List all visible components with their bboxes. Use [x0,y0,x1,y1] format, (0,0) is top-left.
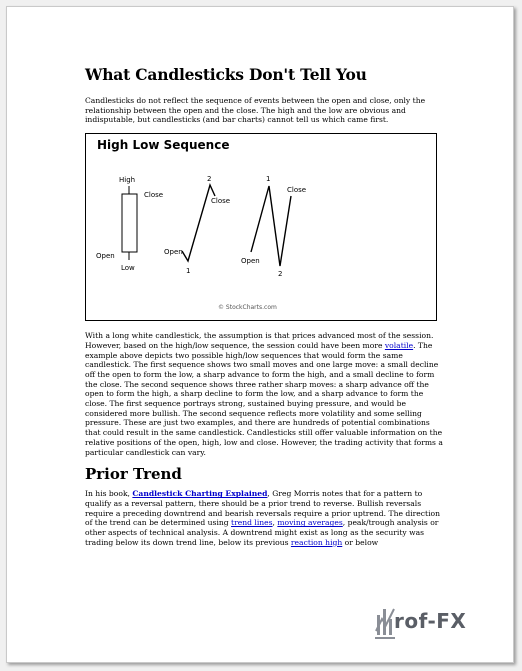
seq1-label-open: Open [164,248,183,257]
label-low: Low [121,264,135,273]
trend-lines-link[interactable]: trend lines [231,518,273,528]
prior-trend-heading: Prior Trend [85,465,182,484]
seq2-label-1: 1 [266,175,271,184]
seq1-label-1: 1 [186,267,191,276]
reaction-high-link[interactable]: reaction high [290,537,343,547]
label-close-candle: Close [144,191,164,200]
label-open-candle: Open [96,252,115,261]
seq1-label-2: 2 [207,175,212,184]
prior-trend-text-4: or below [342,537,379,547]
watermark-text: rof-FX [394,609,467,633]
white-candle-body [122,194,137,252]
prof-fx-watermark [372,603,512,653]
intro-paragraph: Candlesticks do not reflect the sequence of events between the open and close, only the relationship between the open and the close. The high and the low are obvious and indisputable, but candlesticks (and bar charts) cannot tell us which came first. [85,96,426,125]
volatile-link[interactable]: volatile [384,340,414,350]
sequence-diagram [86,134,436,320]
book-link[interactable]: Candlestick Charting Explained [132,489,268,499]
figure-credit: © StockCharts.com [218,304,277,312]
explanation-paragraph [85,331,445,457]
prior-trend-paragraph [85,489,445,547]
article-heading: What Candlesticks Don't Tell You [85,65,367,84]
label-high: High [119,176,136,185]
prior-trend-sep: , [272,518,278,528]
moving-averages-link[interactable]: moving averages [277,518,343,528]
seq2-label-close: Close [287,186,307,195]
high-low-sequence-figure [85,133,437,321]
sequence-two-line [251,186,291,266]
explanation-text-2: . The example above depicts two possible high/low sequences that would form the same candlestick. The first sequence shows two small moves and one large move: a small decline off the open to form the low, a sharp advance to form the high, and a small decline to form the close. The second sequence shows three rather sharp moves: a sharp advance off the open to form the high, a sharp decline to form the low, and a sharp advance to form the close. The first sequence portrays strong, sustained buying pressure, and would be considered more bullish. The second sequence reflects more volatility and some selling pressure. These are just two examples, and there are hundreds of potential combinations that could result in the same candlestick. Candlesticks still offer valuable information on the relative positions of the open, high, low and close. However, the trading activity that forms a particular candlestick can vary. [85,340,443,457]
prior-trend-text-1: In his book, [85,489,133,499]
seq1-label-close: Close [211,197,231,206]
prior-trend-text-2: , Greg Morris notes that for a pattern to qualify as a reversal pattern, there should be a prior trend to reverse. Bullish reversals require a preceding downtrend and bearish reversals require a prior uptrend. The direction of the trend can be determined using [85,489,440,528]
figure-title: High Low Sequence [97,138,230,153]
explanation-text-1: With a long white candlestick, the assumption is that prices advanced most of the session. However, based on the high/low sequence, the session could have been more [85,331,434,350]
seq2-label-2: 2 [278,270,283,279]
seq2-label-open: Open [241,257,260,266]
prior-trend-text-3: , peak/trough analysis or other aspects of technical analysis. A downtrend might exist as long as the security was trading below its down trend line, below its previous [85,518,439,547]
document-page [6,6,514,663]
article-content [85,65,445,553]
